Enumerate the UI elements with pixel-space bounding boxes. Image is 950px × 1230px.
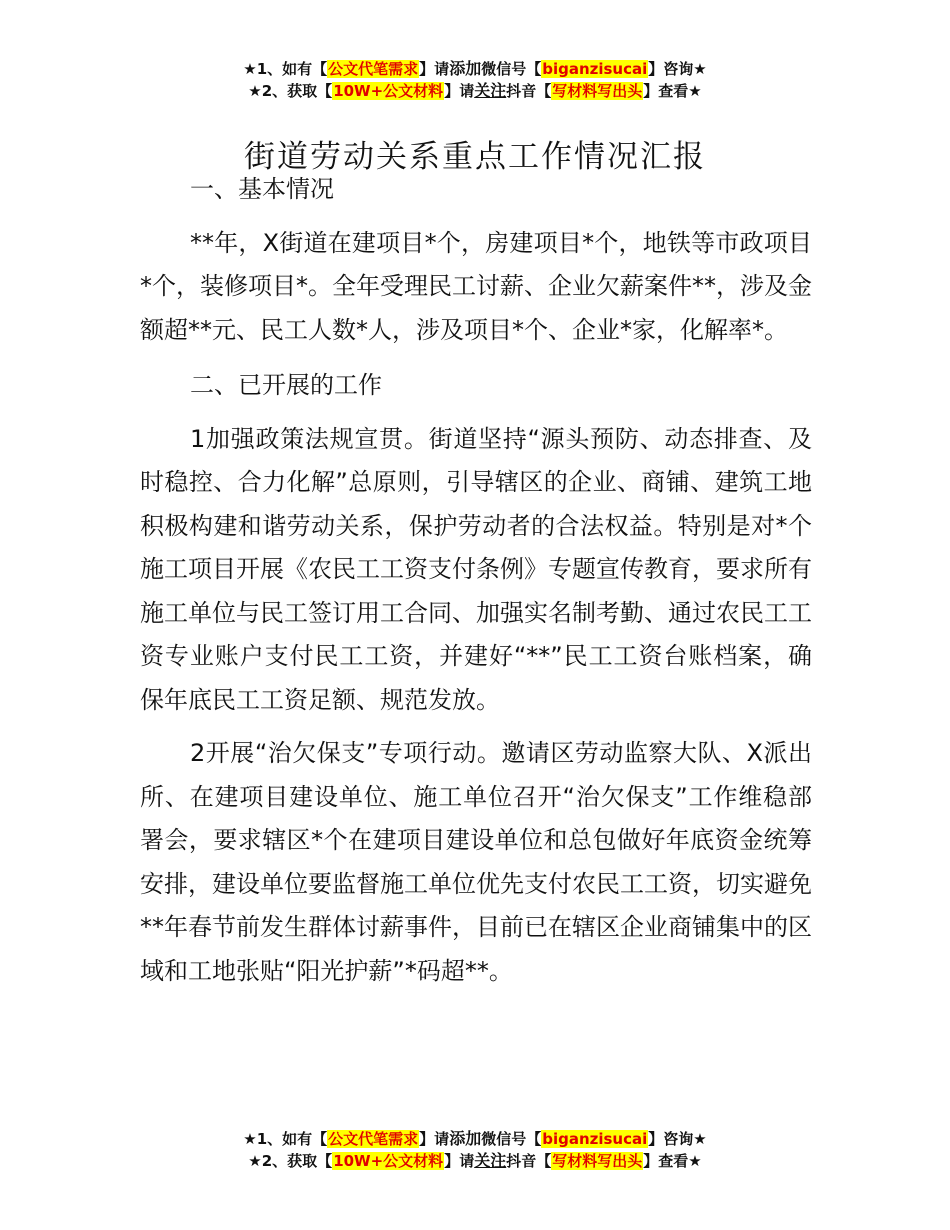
highlight-tag: 写材料写出头	[552, 82, 643, 100]
highlight-tag: 公文代笔需求	[328, 1130, 419, 1148]
banner-text: 抖音【	[506, 82, 552, 100]
emphasis-text: 添加	[449, 1129, 482, 1148]
spacer	[140, 722, 812, 732]
section-heading-work: 二、已开展的工作	[190, 371, 382, 399]
banner-text: ★1、如有【	[243, 1130, 328, 1148]
spacer	[140, 212, 812, 222]
highlight-tag: biganzisucai	[542, 60, 648, 78]
top-banner	[0, 58, 950, 102]
highlight-tag: 10W+公文材料	[333, 1152, 444, 1170]
banner-line-2	[0, 1150, 950, 1172]
banner-text: 】请	[419, 1130, 450, 1148]
banner-text: 抖音【	[506, 1152, 552, 1170]
highlight-tag: 写材料写出头	[552, 1152, 643, 1170]
banner-text: 】请	[419, 60, 450, 78]
section-heading-basic: 一、基本情况	[190, 175, 334, 203]
banner-text: 】咨询★	[648, 1130, 707, 1148]
document-title: 街道劳动关系重点工作情况汇报	[244, 138, 706, 175]
banner-text: 微信号【	[481, 60, 542, 78]
emphasis-text: 关注	[474, 81, 507, 100]
highlight-tag: 公文代笔需求	[328, 60, 419, 78]
document-body	[140, 168, 812, 993]
emphasis-text: 添加	[449, 59, 482, 78]
paragraph-item-1: 1加强政策法规宣贯。街道坚持“源头预防、动态排查、及时稳控、合力化解”总原则，引导辖区的企业、商铺、建筑工地积极构建和谐劳动关系，保护劳动者的合法权益。特别是对*个施工项目开展《农民工工资支付条例》专题宣传教育，要求所有施工单位与民工签订用工合同、加强实名制考勤、通过农民工工资专业账户支付民工工资，并建好“**”民工工资台账档案，确保年底民工工资足额、规范发放。	[140, 424, 812, 714]
banner-text: 】请	[444, 82, 475, 100]
spacer	[140, 352, 812, 364]
highlight-tag: biganzisucai	[542, 1130, 648, 1148]
spacer	[140, 408, 812, 418]
paragraph-item-2: 2开展“治欠保支”专项行动。邀请区劳动监察大队、X派出所、在建项目建设单位、施工单位召开“治欠保支”工作维稳部署会，要求辖区*个在建项目建设单位和总包做好年底资金统筹安排，建设单位要监督施工单位优先支付农民工工资，切实避免**年春节前发生群体讨薪事件，目前已在辖区企业商铺集中的区域和工地张贴“阳光护薪”*码超**。	[140, 739, 812, 985]
banner-text: 】查看★	[643, 82, 702, 100]
paragraph-basic-situation: **年，X街道在建项目*个，房建项目*个，地铁等市政项目*个，装修项目*。全年受理民工讨薪、企业欠薪案件**，涉及金额超**元、民工人数*人，涉及项目*个、企业*家，化解率*。	[140, 228, 812, 344]
banner-text: ★1、如有【	[243, 60, 328, 78]
banner-line-1	[0, 1128, 950, 1150]
banner-text: 微信号【	[481, 1130, 542, 1148]
emphasis-text: 关注	[474, 1151, 507, 1170]
banner-line-1	[0, 58, 950, 80]
banner-text: 】查看★	[643, 1152, 702, 1170]
banner-text: 】请	[444, 1152, 475, 1170]
banner-text: ★2、获取【	[248, 82, 333, 100]
banner-text: ★2、获取【	[248, 1152, 333, 1170]
banner-text: 】咨询★	[648, 60, 707, 78]
bottom-banner	[0, 1128, 950, 1172]
banner-line-2	[0, 80, 950, 102]
highlight-tag: 10W+公文材料	[333, 82, 444, 100]
